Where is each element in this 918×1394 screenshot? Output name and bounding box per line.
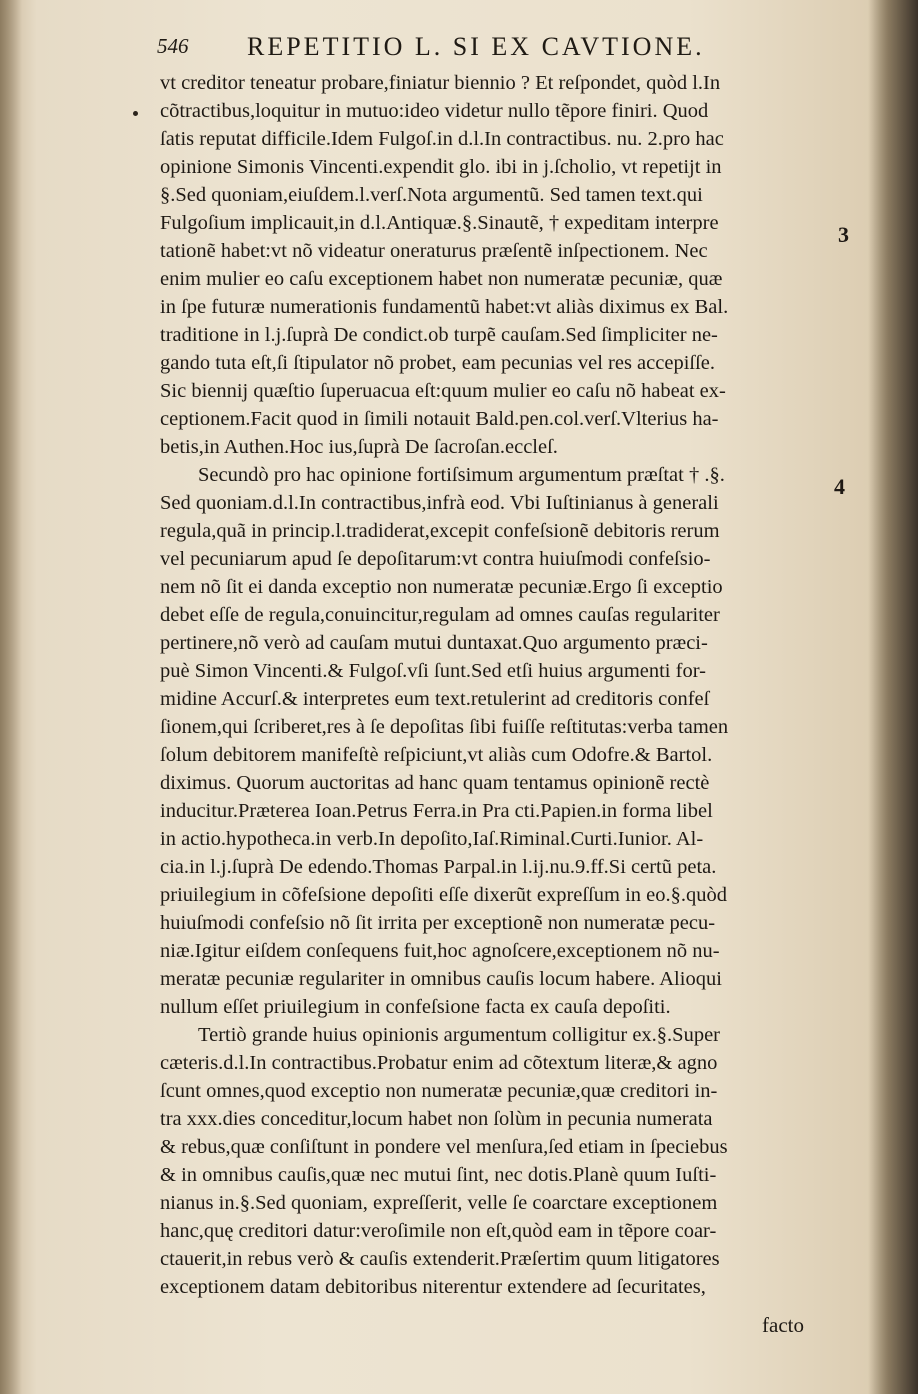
text-line: nem nõ ſit ei danda exceptio non numeratæ pecuniæ.Ergo ſi exceptio xyxy=(160,576,723,598)
text-line: meratæ pecuniæ regulariter in omnibus cauſis locum habere. Alioqui xyxy=(160,968,722,990)
text-line: Secundò pro hac opinione fortiſsimum argumentum præſtat † .§. xyxy=(198,464,725,486)
marginal-note-4: 4 xyxy=(834,474,845,499)
text-line: puè Simon Vincenti.& Fulgoſ.vſi ſunt.Sed etſi huius argumenti for- xyxy=(160,660,706,682)
text-line: opinione Simonis Vincenti.expendit glo. ibi in j.ſcholio, vt repetijt in xyxy=(160,156,722,178)
text-line: cõtractibus,loquitur in mutuo:ideo videtur nullo tẽpore finiri. Quod xyxy=(160,100,709,122)
text-line: pertinere,nõ verò ad cauſam mutui duntaxat.Quo argumento præci- xyxy=(160,632,708,654)
text-line: nianus in.§.Sed quoniam, expreſſerit, velle ſe coarctare exceptionem xyxy=(160,1192,718,1214)
text-line: Fulgoſium implicauit,in d.l.Antiquæ.§.Sinautẽ, † expeditam interpre xyxy=(160,212,719,234)
text-line: §.Sed quoniam,eiuſdem.l.verſ.Nota argumentũ. Sed tamen text.qui xyxy=(160,184,703,206)
page-header xyxy=(155,30,835,64)
text-line: nullum eſſet priuilegium in confeſsione facta ex cauſa depoſiti. xyxy=(160,996,671,1018)
text-line: regula,quã in princip.l.tradiderat,excepit confeſsionẽ debitoris rerum xyxy=(160,520,720,542)
text-line: cæteris.d.l.In contractibus.Probatur enim ad cõtextum literæ,& agno xyxy=(160,1052,718,1074)
text-line: Tertiò grande huius opinionis argumentum colligitur ex.§.Super xyxy=(198,1024,720,1046)
text-line: debet eſſe de regula,conuincitur,regulam ad omnes cauſas regulariter xyxy=(160,604,720,626)
text-line: ſatis reputat difficile.Idem Fulgoſ.in d.l.In contractibus. nu. 2.pro hac xyxy=(160,128,724,150)
text-line: ſcunt omnes,quod exceptio non numeratæ pecuniæ,quæ creditori in- xyxy=(160,1080,718,1102)
text-line: ſolum debitorem manifeſtè reſpiciunt,vt aliàs cum Odofre.& Bartol. xyxy=(160,744,713,766)
text-line: gando tuta eſt,ſi ſtipulator nõ probet, eam pecunias vel res accepiſſe. xyxy=(160,352,716,374)
text-line: ceptionem.Facit quod in ſimili notauit Bald.pen.col.verſ.Vlterius ha- xyxy=(160,408,719,430)
text-line: huiuſmodi confeſsio nõ ſit irrita per exceptionẽ non numeratæ pecu- xyxy=(160,912,716,934)
text-line: vel pecuniarum apud ſe depoſitarum:vt contra huiuſmodi confeſsio- xyxy=(160,548,711,570)
text-line: niæ.Igitur eiſdem conſequens fuit,hoc agnoſcere,exceptionem nõ nu- xyxy=(160,940,720,962)
text-line: Sed quoniam.d.l.In contractibus,infrà eod. Vbi Iuſtinianus à generali xyxy=(160,492,719,514)
text-line: tationẽ habet:vt nõ videatur oneraturus præſentẽ inſpectionem. Nec xyxy=(160,240,708,262)
text-line: inducitur.Præterea Ioan.Petrus Ferra.in Pra cti.Papien.in forma libel xyxy=(160,800,713,822)
text-line: cia.in l.j.ſuprà De edendo.Thomas Parpal.in l.ij.nu.9.ff.Si certũ peta. xyxy=(160,856,717,878)
text-line: Sic biennij quæſtio ſuperuacua eſt:quum mulier eo caſu nõ habeat ex- xyxy=(160,380,726,402)
text-line: tra xxx.dies conceditur,locum habet non ſolùm in pecunia numerata xyxy=(160,1108,713,1130)
spine-shadow xyxy=(0,0,22,1394)
text-line: in actio.hypotheca.in verb.In depoſito,Iaſ.Riminal.Curti.Iunior. Al- xyxy=(160,828,704,850)
text-line: exceptionem datam debitoribus niterentur extendere ad ſecuritates, xyxy=(160,1276,706,1298)
text-line: midine Accurſ.& interpretes eum text.retulerint ad creditoris confeſ xyxy=(160,688,710,710)
text-line: hanc,quę creditori datur:veroſimile non eſt,quòd eam in tẽpore coar- xyxy=(160,1220,717,1242)
text-line: & rebus,quæ conſiſtunt in pondere vel menſura,ſed etiam in ſpeciebus xyxy=(160,1136,728,1158)
margin-dot xyxy=(133,111,138,116)
text-line: priuilegium in cõfeſsione depoſiti eſſe dixerũt expreſſum in eo.§.quòd xyxy=(160,884,728,906)
folio-number: 546 xyxy=(157,34,189,58)
text-line: in ſpe futuræ numerationis fundamentũ habet:vt aliàs diximus ex Bal. xyxy=(160,296,729,318)
text-line: & in omnibus cauſis,quæ nec mutui ſint, nec dotis.Planè quum Iuſti- xyxy=(160,1164,717,1186)
text-line: ſionem,qui ſcriberet,res à ſe depoſitas ſibi fuiſſe reſtitutas:verba tamen xyxy=(160,716,729,738)
page-fore-edge xyxy=(868,0,918,1394)
text-line: vt creditor teneatur probare,finiatur biennio ? Et reſpondet, quòd l.In xyxy=(160,72,721,94)
text-line: traditione in l.j.ſuprà De condict.ob turpẽ cauſam.Sed ſimpliciter ne- xyxy=(160,324,718,346)
text-line: diximus. Quorum auctoritas ad hanc quam tentamus opinionẽ rectè xyxy=(160,772,710,794)
marginal-note-3: 3 xyxy=(838,222,849,247)
running-head: REPETITIO L. SI EX CAVTIONE. xyxy=(247,32,705,61)
text-line: ctauerit,in rebus verò & cauſis extenderit.Præſertim quum litigatores xyxy=(160,1248,720,1270)
text-line: enim mulier eo caſu exceptionem habet non numeratæ pecuniæ, quæ xyxy=(160,268,723,290)
catchword: facto xyxy=(762,1313,804,1337)
text-line: betis,in Authen.Hoc ius,ſuprà De ſacroſan.eccleſ. xyxy=(160,436,558,458)
